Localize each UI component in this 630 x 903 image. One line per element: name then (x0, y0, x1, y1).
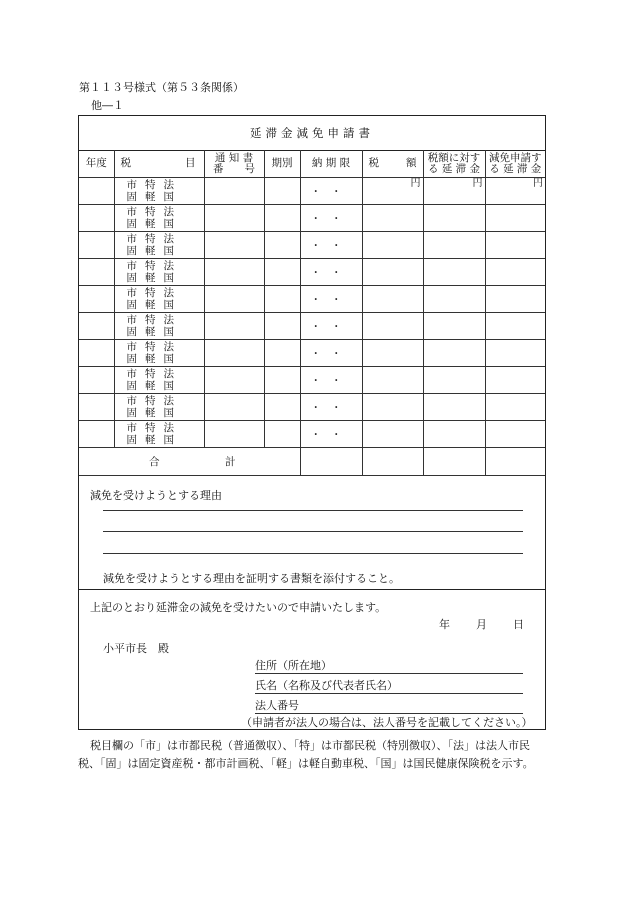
penalty-cell[interactable]: 円 (423, 178, 485, 205)
col-notice-number (204, 150, 264, 178)
table-row (79, 313, 545, 340)
penalty-cell[interactable] (423, 367, 485, 394)
total-label-right: 計 (225, 456, 236, 468)
table-row (79, 178, 545, 205)
period-cell[interactable] (264, 232, 300, 259)
total-penalty-cell[interactable] (423, 448, 485, 476)
tax-amount-cell[interactable] (362, 340, 423, 367)
col-penalty-line1: 税額に対す (427, 151, 481, 164)
tax-amount-cell[interactable]: 円 (362, 178, 423, 205)
reason-line-3[interactable] (103, 553, 523, 554)
due-date-cell[interactable]: ・・ (300, 313, 362, 340)
table-row (79, 394, 545, 421)
tax-item-options-1: 市特法 (126, 368, 182, 380)
table-row (79, 421, 545, 448)
col-notice-line2: 番 号 (213, 162, 255, 175)
tax-item-options-1: 市特法 (126, 341, 182, 353)
table-row (79, 232, 545, 259)
col-notice-line1: 通 知 書 (214, 151, 254, 164)
tax-item-options-1: 市特法 (126, 287, 182, 299)
period-cell[interactable] (264, 394, 300, 421)
tax-item-cell[interactable] (114, 178, 204, 205)
exempt-penalty-cell[interactable] (485, 232, 545, 259)
corporate-number-field[interactable]: 法人番号 (255, 699, 523, 714)
tax-amount-cell[interactable] (362, 232, 423, 259)
year-cell[interactable] (79, 178, 114, 205)
period-cell[interactable] (264, 340, 300, 367)
col-tax-item (114, 150, 204, 178)
reason-line-1[interactable] (103, 510, 523, 511)
col-exempt-penalty (485, 150, 545, 178)
due-date-cell[interactable]: ・・ (300, 421, 362, 448)
notice-number-cell[interactable] (204, 367, 264, 394)
tax-item-cell[interactable] (114, 313, 204, 340)
year-cell[interactable] (79, 340, 114, 367)
penalty-cell[interactable] (423, 205, 485, 232)
due-date-cell[interactable]: ・・ (300, 259, 362, 286)
notice-number-cell[interactable] (204, 340, 264, 367)
penalty-cell[interactable] (423, 286, 485, 313)
year-cell[interactable] (79, 394, 114, 421)
notice-number-cell[interactable] (204, 286, 264, 313)
col-year: 年度 (79, 150, 114, 178)
period-cell[interactable] (264, 313, 300, 340)
due-date-cell[interactable]: ・・ (300, 232, 362, 259)
exempt-penalty-cell[interactable]: 円 (485, 178, 545, 205)
reason-note: 減免を受けようとする理由を証明する書類を添付すること。 (103, 572, 400, 585)
tax-item-cell[interactable] (114, 340, 204, 367)
year-cell[interactable] (79, 367, 114, 394)
footnote: 税目欄の「市」は市都民税（普通徴収）、「特」は市都民税（特別徴収）、「法」は法人市民税、「固」は固定資産税・都市計画税、「軽」は軽自動車税、「国」は国民健康保険税を示す。 (78, 739, 534, 770)
tax-amount-cell[interactable] (362, 286, 423, 313)
due-date-cell[interactable]: ・・ (300, 178, 362, 205)
addressee: 小平市長 殿 (103, 642, 169, 655)
tax-item-cell[interactable] (114, 367, 204, 394)
table-row (79, 340, 545, 367)
date-day: 日 (513, 618, 524, 631)
period-cell[interactable] (264, 259, 300, 286)
tax-item-options-1: 市特法 (126, 233, 182, 245)
table-row (79, 367, 545, 394)
penalty-cell[interactable] (423, 259, 485, 286)
col-tax-amount-left: 税 (368, 157, 379, 169)
total-label-left: 合 (149, 456, 160, 468)
tax-amount-cell[interactable] (362, 313, 423, 340)
tax-item-options-2: 固軽国 (126, 380, 182, 392)
year-cell[interactable] (79, 259, 114, 286)
notice-number-cell[interactable] (204, 313, 264, 340)
tax-item-options-1: 市特法 (126, 395, 182, 407)
table-row (79, 286, 545, 313)
tax-item-options-1: 市特法 (126, 314, 182, 326)
tax-item-cell[interactable] (114, 394, 204, 421)
form-subtitle: 他―１ (91, 99, 124, 112)
reason-section (79, 477, 545, 590)
col-exempt-line1: 減免申請す (489, 151, 542, 164)
total-exempt-cell[interactable] (485, 448, 545, 476)
period-cell[interactable] (264, 421, 300, 448)
tax-item-options-1: 市特法 (126, 260, 182, 272)
due-date-cell[interactable]: ・・ (300, 286, 362, 313)
address-field[interactable]: 住所（所在地） (255, 659, 523, 674)
apply-statement: 上記のとおり延滞金の減免を受けたいので申請いたします。 (90, 601, 387, 614)
year-cell[interactable] (79, 205, 114, 232)
period-cell[interactable] (264, 367, 300, 394)
notice-number-cell[interactable] (204, 394, 264, 421)
penalty-cell[interactable] (423, 340, 485, 367)
table-header-row (79, 150, 545, 178)
tax-item-options-1: 市特法 (126, 422, 182, 434)
exempt-penalty-cell[interactable] (485, 259, 545, 286)
table-row (79, 205, 545, 232)
tax-item-cell[interactable] (114, 205, 204, 232)
tax-amount-cell[interactable] (362, 394, 423, 421)
tax-item-options-2: 固軽国 (126, 407, 182, 419)
due-date-cell[interactable]: ・・ (300, 205, 362, 232)
due-date-cell[interactable]: ・・ (300, 367, 362, 394)
tax-item-options-1: 市特法 (126, 206, 182, 218)
col-period: 期別 (264, 150, 300, 178)
year-cell[interactable] (79, 313, 114, 340)
tax-item-options-2: 固軽国 (126, 299, 182, 311)
tax-amount-cell[interactable] (362, 367, 423, 394)
tax-item-options-1: 市特法 (126, 179, 182, 191)
table-row (79, 259, 545, 286)
form-number: 第１１３号様式（第５３条関係） (79, 81, 244, 94)
date-month: 月 (476, 618, 487, 631)
total-row (79, 448, 545, 476)
tax-item-options-2: 固軽国 (126, 272, 182, 284)
col-tax-item-right: 目 (185, 157, 196, 169)
penalty-cell[interactable] (423, 394, 485, 421)
total-label (79, 448, 300, 476)
exempt-penalty-cell[interactable] (485, 367, 545, 394)
application-date[interactable] (439, 616, 524, 632)
tax-amount-cell[interactable] (362, 259, 423, 286)
tax-item-cell[interactable] (114, 232, 204, 259)
penalty-cell[interactable] (423, 313, 485, 340)
exempt-penalty-cell[interactable] (485, 205, 545, 232)
col-tax-amount (362, 150, 423, 178)
reason-label: 減免を受けようとする理由 (90, 489, 222, 502)
penalty-cell[interactable] (423, 232, 485, 259)
total-due-cell (300, 448, 362, 476)
tax-item-cell[interactable] (114, 259, 204, 286)
year-cell[interactable] (79, 286, 114, 313)
tax-item-options-2: 固軽国 (126, 245, 182, 257)
corporate-number-note: （申請者が法人の場合は、法人番号を記載してください。） (241, 716, 533, 729)
col-tax-item-left: 税 (120, 157, 131, 169)
exempt-penalty-cell[interactable] (485, 421, 545, 448)
reason-line-2[interactable] (103, 531, 523, 532)
tax-item-options-2: 固軽国 (126, 353, 182, 365)
period-cell[interactable] (264, 178, 300, 205)
tax-table (79, 150, 545, 476)
period-cell[interactable] (264, 286, 300, 313)
col-penalty (423, 150, 485, 178)
notice-number-cell[interactable] (204, 178, 264, 205)
tax-item-options-2: 固軽国 (126, 191, 182, 203)
col-due-date: 納 期 限 (300, 150, 362, 178)
penalty-cell[interactable] (423, 421, 485, 448)
tax-item-options-2: 固軽国 (126, 434, 182, 446)
tax-item-cell[interactable] (114, 286, 204, 313)
application-form (78, 115, 546, 730)
exempt-penalty-cell[interactable] (485, 340, 545, 367)
tax-item-options-2: 固軽国 (126, 326, 182, 338)
total-tax-cell[interactable] (362, 448, 423, 476)
col-exempt-line2: る 延 滞 金 (489, 162, 542, 175)
notice-number-cell[interactable] (204, 232, 264, 259)
exempt-penalty-cell[interactable] (485, 394, 545, 421)
col-penalty-line2: る 延 滞 金 (427, 162, 480, 175)
notice-number-cell[interactable] (204, 205, 264, 232)
tax-amount-cell[interactable] (362, 421, 423, 448)
tax-amount-cell[interactable] (362, 205, 423, 232)
tax-item-options-2: 固軽国 (126, 218, 182, 230)
exempt-penalty-cell[interactable] (485, 313, 545, 340)
name-field[interactable]: 氏名（名称及び代表者氏名） (255, 679, 523, 694)
due-date-cell[interactable]: ・・ (300, 340, 362, 367)
tax-item-cell[interactable] (114, 421, 204, 448)
date-year: 年 (439, 618, 450, 631)
notice-number-cell[interactable] (204, 259, 264, 286)
year-cell[interactable] (79, 421, 114, 448)
notice-number-cell[interactable] (204, 421, 264, 448)
exempt-penalty-cell[interactable] (485, 286, 545, 313)
form-title: 延滞金減免申請書 (79, 116, 545, 151)
col-tax-amount-right: 額 (406, 157, 417, 169)
period-cell[interactable] (264, 205, 300, 232)
year-cell[interactable] (79, 232, 114, 259)
due-date-cell[interactable]: ・・ (300, 394, 362, 421)
